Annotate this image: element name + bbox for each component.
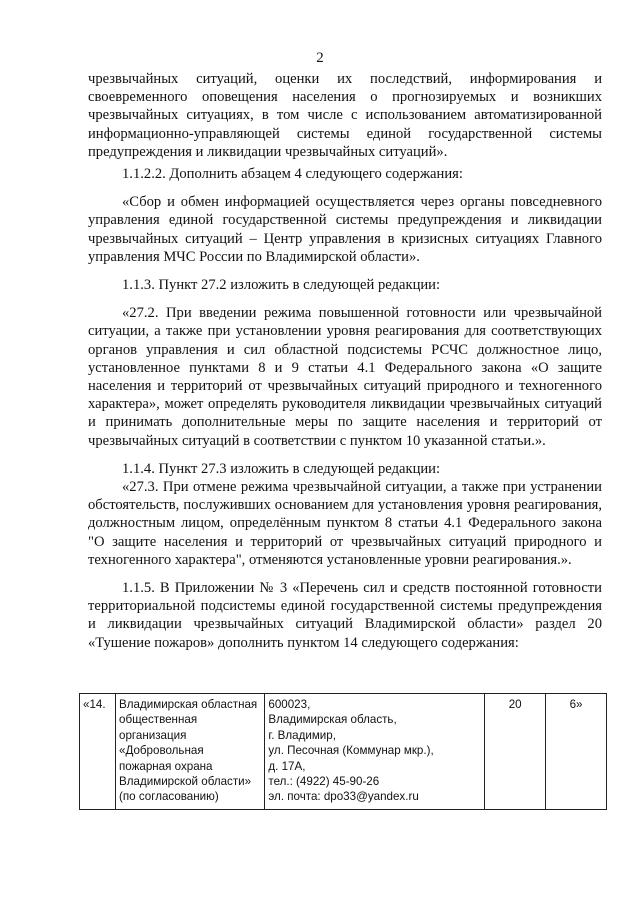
personnel-cell <box>485 694 546 810</box>
quote-paragraph-27-2: «27.2. При введении режима повышенной готовности или чрезвычайной ситуации, а также при установлении уровня реагирования для соответствующих органов управления и сил областной подсистемы РСЧС должностное лицо, установленное пунктами 8 и 9 статьи 4.1 Федерального закона «О защите населения и территорий от чрезвычайных ситуаций природного и техногенного характера», может определять руководителя ликвидации чрезвычайных ситуаций и принимать дополнительные меры по защите населения и территорий от чрезвычайных ситуаций в соответствии с пунктом 10 указанной статьи.». <box>88 305 602 449</box>
paragraph-continuation: чрезвычайных ситуаций, оценки их последствий, информирования и своевременного оповещения населения о прогнозируемых и возникших чрезвычайных ситуациях, в том числе с использованием автоматизированной информационно-управляющей системы единой государственной системы предупреждения и ликвидации чрезвычайных ситуаций». <box>88 71 602 160</box>
row-number-cell <box>80 694 116 810</box>
address-line: д. 17А, <box>268 759 306 773</box>
quote-paragraph-4: «Сбор и обмен информацией осуществляется через органы повседневного управления единой государственной системы предупреждения и ликвидации чрезвычайных ситуаций – Центр управления в кризисных ситуациях Главного управления МЧС России по Владимирской области». <box>88 194 602 265</box>
organization-line: «Добровольная <box>119 744 204 758</box>
organization-line: организация <box>119 728 187 742</box>
address-line: 600023, <box>268 698 311 711</box>
organization-line: (по согласованию) <box>119 790 219 804</box>
page-number: 2 <box>316 50 324 66</box>
paragraph-1-1-5: 1.1.5. В Приложении № 3 «Перечень сил и средств постоянной готовности территориальной подсистемы единой государственной системы предупреждения и ликвидации чрезвычайных ситуаций Владимирской области» раздел 20 «Тушение пожаров» дополнить пунктом 14 следующего содержания: <box>88 580 602 651</box>
paragraph-1-1-3: 1.1.3. Пункт 27.2 изложить в следующей редакции: <box>122 277 441 294</box>
document-body <box>88 70 602 652</box>
paragraph-1-1-4: 1.1.4. Пункт 27.3 изложить в следующей редакции: <box>122 460 441 477</box>
personnel-count: 20 <box>508 698 522 711</box>
paragraph-1-1-2-2: 1.1.2.2. Дополнить абзацем 4 следующего содержания: <box>122 166 463 183</box>
organization-line: пожарная охрана <box>119 759 213 773</box>
phone-line: тел.: (4922) 45-90-26 <box>268 775 380 789</box>
organization-line: Владимирской области» <box>119 775 252 789</box>
quote-paragraph-27-3: «27.3. При отмене режима чрезвычайной ситуации, а также при устранении обстоятельств, послуживших основанием для установления уровня реагирования, должностным лицом, определённым пунктом 8 статьи 4.1 Федерального закона "О защите населения и территорий от чрезвычайных ситуаций природного и техногенного характера", отменяются установленные уровни реагирования.». <box>88 479 602 568</box>
organization-line: Владимирская областная <box>119 698 258 711</box>
address-line: г. Владимир, <box>268 728 336 742</box>
organization-cell <box>116 694 265 810</box>
row-number: «14. <box>83 698 106 711</box>
address-cell <box>265 694 485 810</box>
address-line: Владимирская область, <box>268 713 397 727</box>
address-line: ул. Песочная (Коммунар мкр.), <box>268 744 434 758</box>
organization-line: общественная <box>119 713 198 727</box>
equipment-cell <box>546 694 607 810</box>
forces-table <box>79 693 607 810</box>
equipment-count: 6» <box>569 698 583 711</box>
table-row <box>80 694 607 810</box>
email-line: эл. почта: dpo33@yandex.ru <box>268 790 419 804</box>
